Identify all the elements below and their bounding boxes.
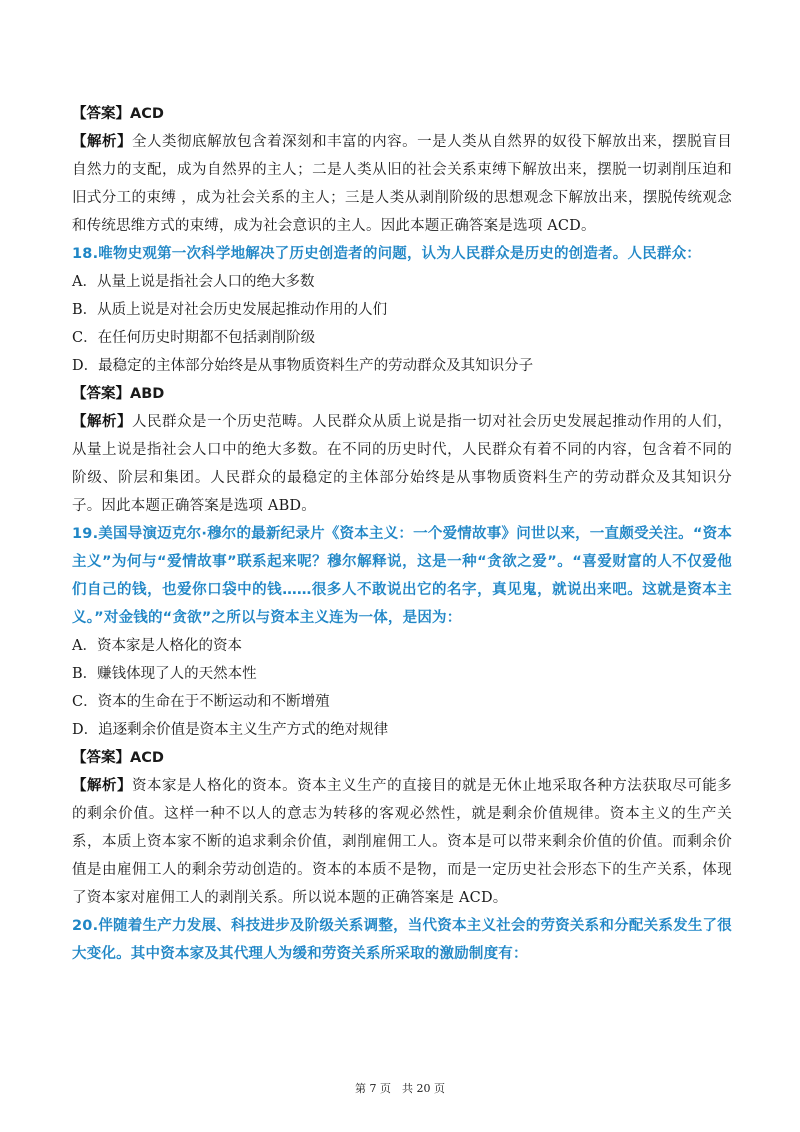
q17-answer xyxy=(72,100,732,128)
answer-value: ACD xyxy=(130,106,164,122)
q18-answer xyxy=(72,380,732,408)
analysis-text: 资本家是人格化的资本。资本主义生产的直接目的就是无休止地采取各种方法获取尽可能多的剩余价值。这样一种不以人的意志为转移的客观必然性，就是剩余价值规律。资本主义的生产关系，本质上资本家不断的追求剩余价值，剥削雇佣工人。资本是可以带来剩余价值的价值。而剩余价值是由雇佣工人的剩余劳动创造的。资本的本质不是物，而是一定历史社会形态下的生产关系，体现了资本家对雇佣工人的剥削关系。所以说本题的正确答案是 ACD。 xyxy=(72,778,732,906)
analysis-text: 全人类彻底解放包含着深刻和丰富的内容。一是人类从自然界的奴役下解放出来，摆脱盲目自然力的支配，成为自然界的主人；二是人类从旧的社会关系束缚下解放出来，摆脱一切剥削压迫和旧式分工的束缚 ，成为社会关系的主人；三是人类从剥削阶级的思想观念下解放出来，摆脱传统观念和传统思维方式的束缚，成为社会意识的主人。因此本题正确答案是选项 ACD。 xyxy=(72,134,732,234)
q18-question: 18.唯物史观第一次科学地解决了历史创造者的问题，认为人民群众是历史的创造者。人民群众： xyxy=(72,246,701,262)
page-footer: 第 7 页 共 20 页 xyxy=(355,1082,445,1095)
analysis-tag: 【解析】 xyxy=(72,414,133,430)
q20-question: 20.伴随着生产力发展、科技进步及阶级关系调整，当代资本主义社会的劳资关系和分配关系发生了很大变化。其中资本家及其代理人为缓和劳资关系所采取的激励制度有： xyxy=(72,918,732,962)
q19-analysis xyxy=(72,772,732,912)
answer-tag: 【答案】 xyxy=(72,106,130,122)
q18-option-b: B．从质上说是对社会历史发展起推动作用的人们 xyxy=(72,302,388,318)
q19-question: 19.美国导演迈克尔·穆尔的最新纪录片《资本主义：一个爱情故事》问世以来，一直颇受关注。“资本主义”为何与“爱情故事”联系起来呢？穆尔解释说，这是一种“贪欲之爱”。“喜爱财富的人不仅爱他们自己的钱，也爱你口袋中的钱……很多人不敢说出它的名字，真见鬼，就说出来吧。这就是资本主义。”对金钱的“贪欲”之所以与资本主义连为一体，是因为： xyxy=(72,526,732,626)
analysis-tag: 【解析】 xyxy=(72,134,133,150)
q18-option-c: C．在任何历史时期都不包括剥削阶级 xyxy=(72,330,316,346)
analysis-tag: 【解析】 xyxy=(72,778,133,794)
q19-option-d: D．追逐剩余价值是资本主义生产方式的绝对规律 xyxy=(72,722,389,738)
answer-tag: 【答案】 xyxy=(72,386,130,402)
analysis-text: 人民群众是一个历史范畴。人民群众从质上说是指一切对社会历史发展起推动作用的人们，从量上说是指社会人口中的绝大多数。在不同的历史时代，人民群众有着不同的内容，包含着不同的阶级、阶层和集团。人民群众的最稳定的主体部分始终是从事物质资料生产的劳动群众及其知识分子。因此本题正确答案是选项 ABD。 xyxy=(72,414,732,514)
answer-value: ABD xyxy=(130,386,165,402)
q19-answer xyxy=(72,744,732,772)
q19-option-a: A．资本家是人格化的资本 xyxy=(72,638,242,654)
q18-analysis xyxy=(72,408,732,520)
q18-option-a: A．从量上说是指社会人口的绝大多数 xyxy=(72,274,315,290)
q19-option-b: B．赚钱体现了人的天然本性 xyxy=(72,666,257,682)
document-page xyxy=(72,100,732,968)
q18-option-d: D．最稳定的主体部分始终是从事物质资料生产的劳动群众及其知识分子 xyxy=(72,358,534,374)
q19-option-c: C．资本的生命在于不断运动和不断增殖 xyxy=(72,694,330,710)
q17-analysis xyxy=(72,128,732,240)
answer-tag: 【答案】 xyxy=(72,750,130,766)
answer-value: ACD xyxy=(130,750,164,766)
